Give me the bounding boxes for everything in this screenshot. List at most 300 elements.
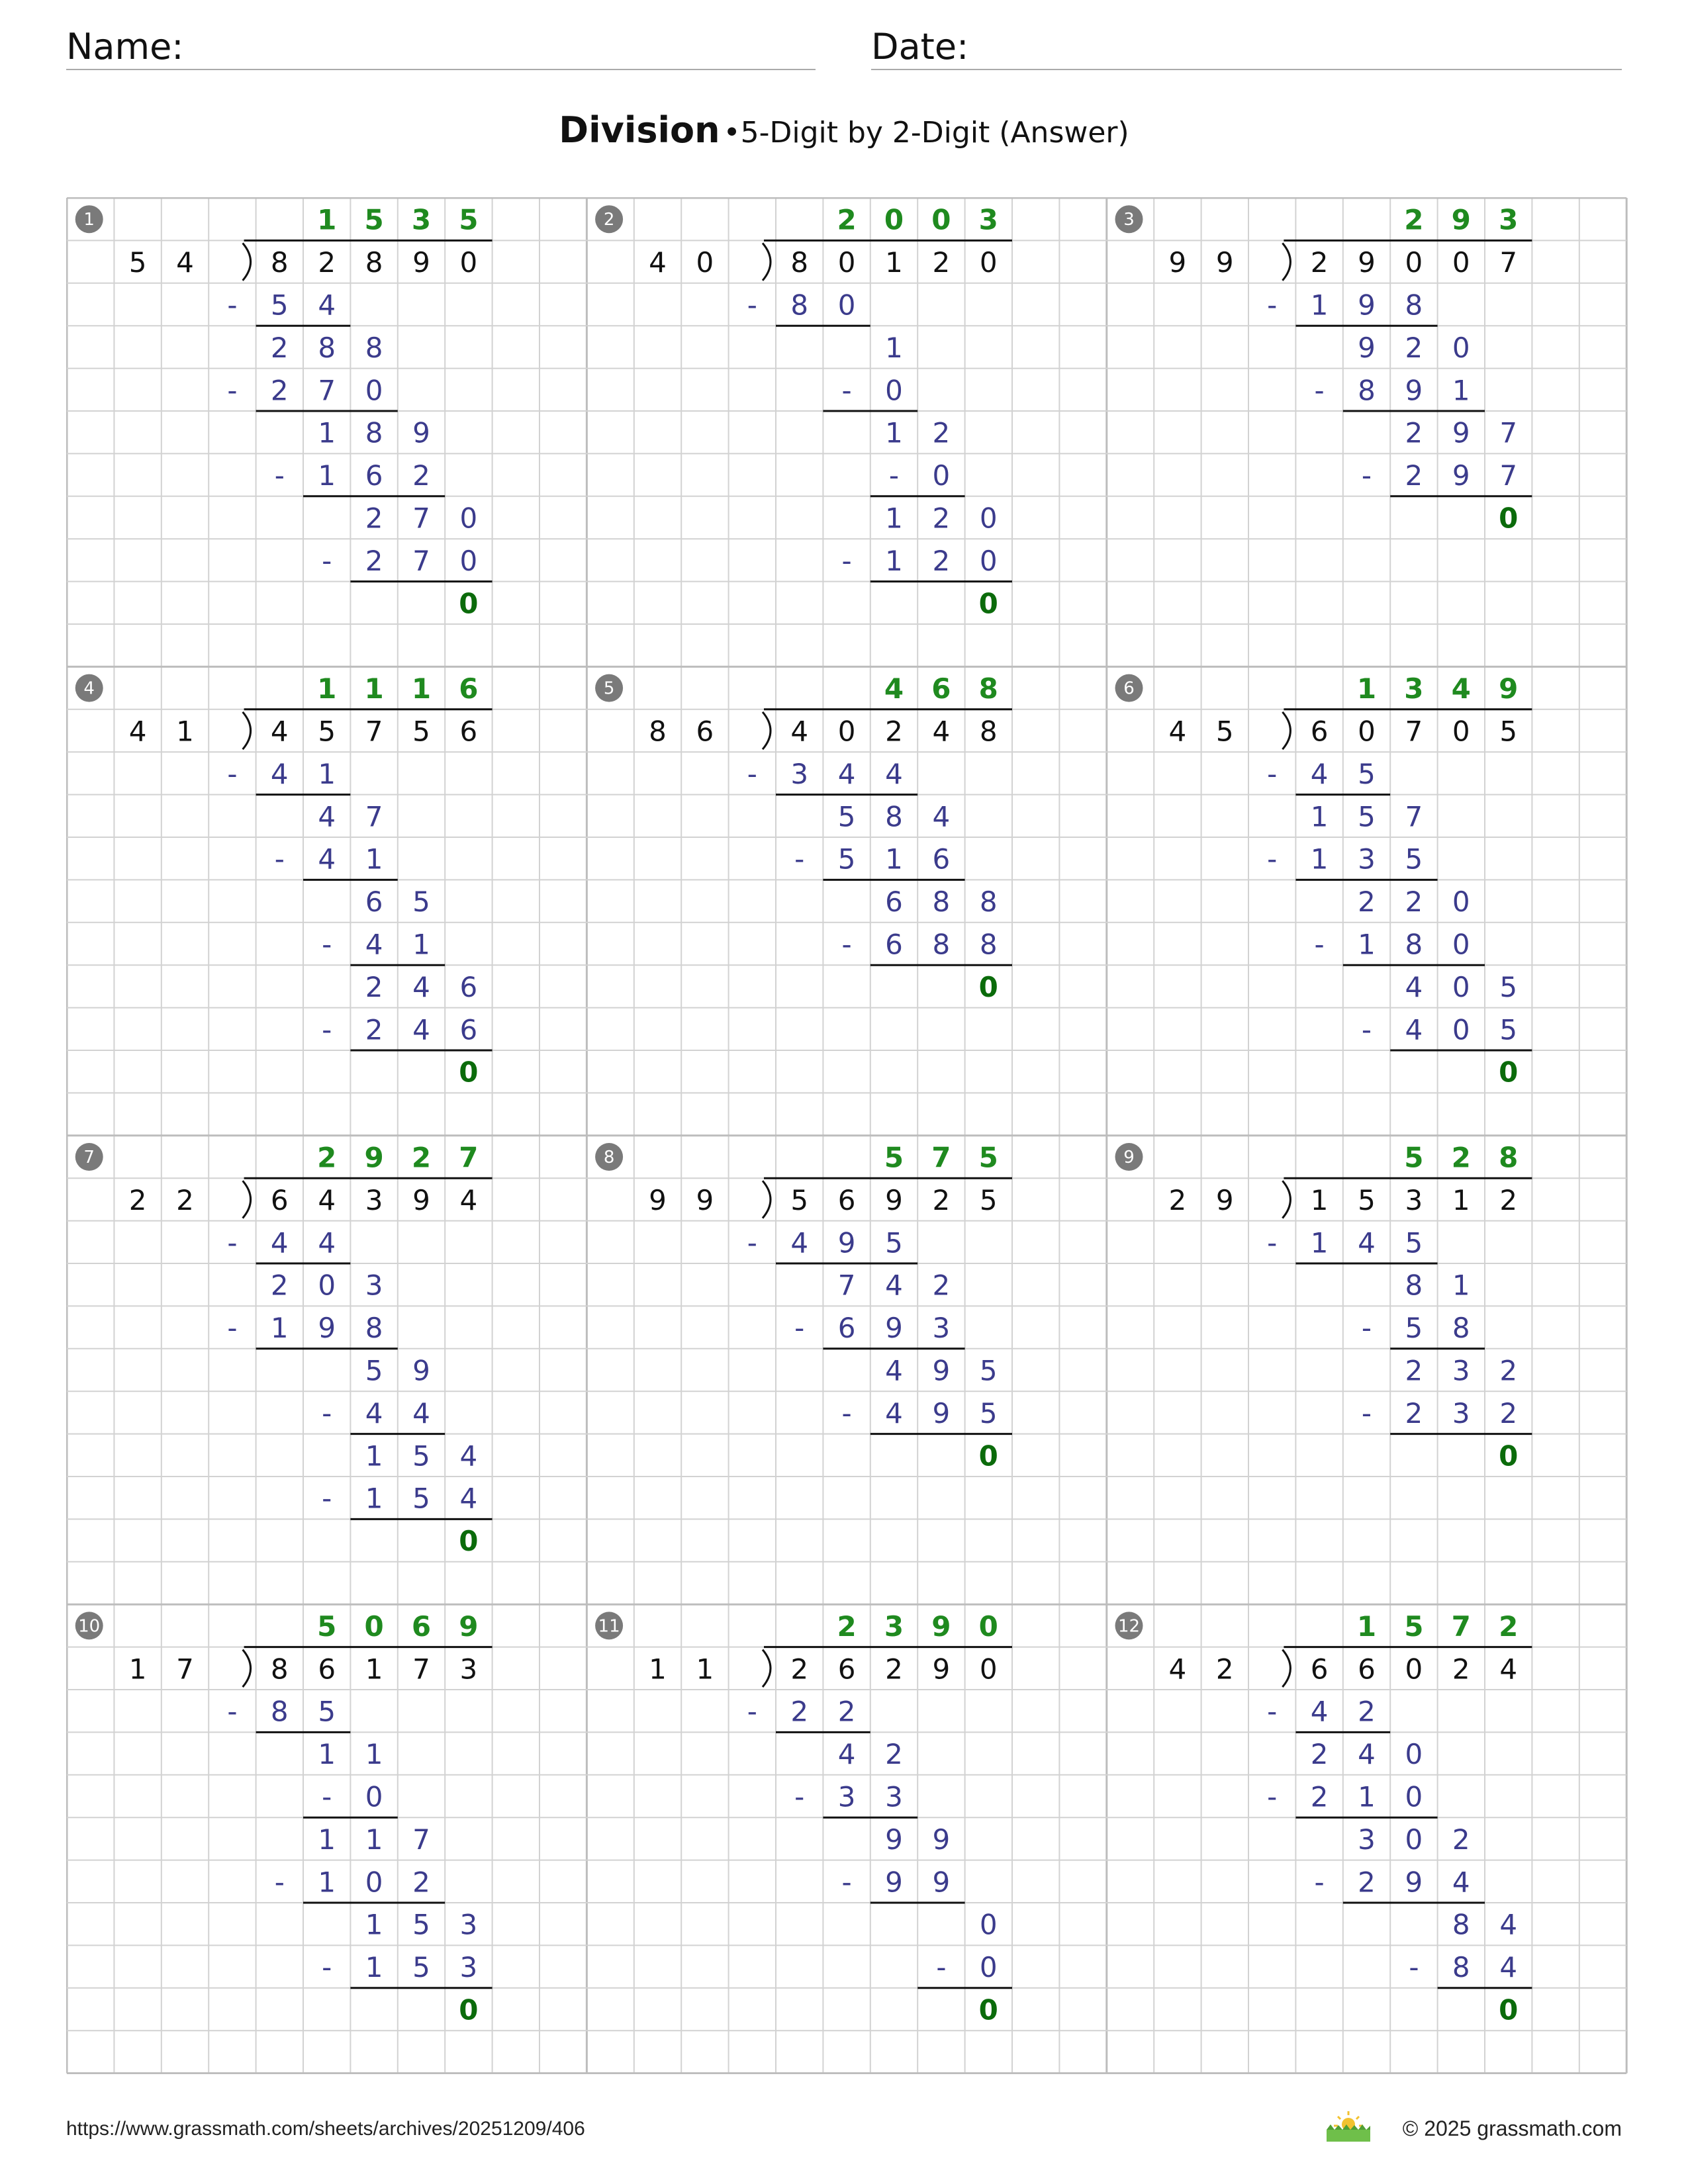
digit-text: 3 — [1404, 672, 1424, 705]
digit-text: 5 — [884, 1141, 904, 1174]
digit-text: 1 — [1310, 800, 1329, 833]
digit-text: 9 — [885, 1312, 903, 1345]
digit-text: 4 — [365, 1396, 383, 1430]
digit-text: 1 — [365, 1738, 383, 1771]
digit-text: 7 — [365, 800, 383, 833]
digit-text: 3 — [885, 1780, 903, 1813]
digit-text: 2 — [1405, 1354, 1423, 1387]
digit-text: 5 — [1215, 715, 1234, 748]
digit-text: 8 — [1358, 374, 1376, 407]
badge-number: 2 — [603, 210, 615, 230]
date-field[interactable] — [871, 25, 1622, 70]
digit-text: 1 — [318, 1866, 336, 1899]
digit-text: 0 — [978, 1993, 998, 2026]
digit-text: 4 — [885, 1354, 903, 1387]
digit-text: 6 — [459, 970, 478, 1003]
digit-text: 0 — [979, 1908, 998, 1941]
digit-text: 0 — [1452, 928, 1470, 961]
digit-text: 9 — [412, 1354, 430, 1387]
digit-text: 3 — [1358, 1823, 1376, 1856]
digit-text: - — [1267, 1780, 1278, 1813]
digit-text: 5 — [412, 1439, 430, 1473]
digit-text: 4 — [365, 928, 383, 961]
digit-text: 8 — [365, 416, 383, 449]
division-bracket — [1282, 712, 1290, 749]
digit-text: 8 — [649, 715, 667, 748]
digit-text: 9 — [932, 1354, 951, 1387]
digit-text: 2 — [1405, 1396, 1423, 1430]
digit-text: 2 — [1358, 1695, 1376, 1728]
digit-text: 6 — [459, 1013, 478, 1046]
digit-text: 1 — [1310, 1226, 1329, 1259]
digit-text: 5 — [1499, 970, 1518, 1003]
digit-text: 3 — [978, 203, 998, 236]
digit-text: 2 — [1404, 203, 1424, 236]
digit-text: 0 — [885, 374, 903, 407]
division-bracket — [1282, 1181, 1290, 1218]
digit-text: 8 — [1405, 928, 1423, 961]
digit-text: 6 — [270, 1183, 289, 1216]
digit-text: 2 — [1310, 1780, 1329, 1813]
digit-text: 1 — [364, 672, 384, 705]
digit-text: 1 — [885, 331, 903, 364]
digit-text: - — [227, 1695, 238, 1728]
page-title — [0, 107, 1688, 162]
digit-text: 0 — [364, 1610, 384, 1643]
digit-text: 4 — [885, 1396, 903, 1430]
digit-text: 3 — [790, 757, 809, 790]
digit-text: 5 — [1358, 1183, 1376, 1216]
digit-text: 8 — [1452, 1908, 1470, 1941]
footer-copyright: © 2025 grassmath.com — [1402, 2116, 1622, 2140]
digit-text: 8 — [1499, 1141, 1519, 1174]
digit-text: 1 — [649, 1653, 667, 1686]
badge-number: 11 — [598, 1616, 620, 1637]
digit-text: 4 — [1168, 1653, 1187, 1686]
problem-number-badge — [75, 205, 103, 233]
digit-text: 5 — [317, 1610, 337, 1643]
digit-text: 7 — [1499, 246, 1518, 279]
digit-text: 9 — [932, 1653, 951, 1686]
digit-text: 2 — [1452, 1653, 1470, 1686]
date-label: Date: — [871, 26, 969, 68]
digit-text: 1 — [885, 842, 903, 876]
digit-text: 8 — [318, 331, 336, 364]
digit-text: 3 — [1452, 1396, 1470, 1430]
digit-text: 6 — [931, 672, 951, 705]
digit-text: 5 — [318, 1695, 336, 1728]
digit-text: 5 — [978, 1141, 998, 1174]
digit-text: 3 — [459, 1951, 478, 1984]
digit-text: 9 — [932, 1396, 951, 1430]
digit-text: 4 — [1499, 1653, 1518, 1686]
digit-text: 5 — [364, 203, 384, 236]
digit-text: 2 — [365, 1013, 383, 1046]
digit-text: 2 — [270, 374, 289, 407]
digit-text: 0 — [1499, 1993, 1519, 2026]
name-label: Name: — [66, 26, 184, 68]
digit-text: 0 — [1452, 715, 1470, 748]
division-bracket — [1282, 1650, 1290, 1687]
digit-text: 3 — [884, 1610, 904, 1643]
digit-text: 2 — [790, 1695, 809, 1728]
digit-text: 2 — [318, 246, 336, 279]
digit-text: 5 — [1358, 800, 1376, 833]
digit-text: 6 — [837, 1653, 856, 1686]
digit-text: - — [841, 1396, 852, 1430]
digit-text: 2 — [1499, 1183, 1518, 1216]
digit-text: 7 — [412, 544, 430, 577]
digit-text: 1 — [885, 416, 903, 449]
digit-text: 3 — [411, 203, 432, 236]
digit-text: 0 — [1405, 1653, 1423, 1686]
digit-text: 9 — [412, 416, 430, 449]
name-field[interactable] — [66, 25, 816, 70]
digit-text: 6 — [1310, 715, 1329, 748]
digit-text: 2 — [365, 970, 383, 1003]
digit-text: 8 — [885, 800, 903, 833]
digit-text: - — [936, 1951, 947, 1984]
digit-text: 9 — [1358, 289, 1376, 322]
digit-text: 5 — [1405, 842, 1423, 876]
digit-text: - — [1361, 459, 1372, 492]
digit-text: - — [794, 1312, 805, 1345]
digit-text: 9 — [932, 1866, 951, 1899]
digit-text: - — [841, 374, 852, 407]
digit-text: 5 — [1358, 757, 1376, 790]
digit-text: 7 — [412, 502, 430, 535]
digit-text: 2 — [1405, 416, 1423, 449]
problem-number-badge — [1115, 1143, 1143, 1171]
digit-text: 0 — [459, 502, 478, 535]
digit-text: 8 — [365, 1312, 383, 1345]
digit-text: 3 — [1499, 203, 1519, 236]
digit-text: 9 — [1405, 1866, 1423, 1899]
digit-text: 9 — [1405, 374, 1423, 407]
digit-text: 7 — [1405, 715, 1423, 748]
digit-text: 0 — [837, 715, 856, 748]
digit-text: 0 — [318, 1269, 336, 1302]
digit-text: 4 — [270, 715, 289, 748]
problem-number-badge — [75, 1612, 103, 1639]
digit-text: 8 — [1405, 289, 1423, 322]
digit-text: 2 — [885, 715, 903, 748]
digit-text: 9 — [318, 1312, 336, 1345]
digit-text: 8 — [365, 331, 383, 364]
digit-text: 2 — [1499, 1354, 1518, 1387]
digit-text: 4 — [318, 289, 336, 322]
digit-text: 5 — [412, 715, 430, 748]
digit-text: - — [322, 1396, 332, 1430]
digit-text: 9 — [837, 1226, 856, 1259]
worksheet-grid — [66, 197, 1628, 2074]
digit-text: 2 — [1499, 1396, 1518, 1430]
digit-text: 4 — [885, 1269, 903, 1302]
digit-text: 6 — [837, 1183, 856, 1216]
digit-text: 1 — [270, 1312, 289, 1345]
digit-text: - — [274, 459, 285, 492]
digit-text: 2 — [411, 1141, 432, 1174]
digit-text: 1 — [1452, 374, 1470, 407]
digit-text: 1 — [365, 1823, 383, 1856]
digit-text: 4 — [318, 842, 336, 876]
footer-url[interactable]: https://www.grassmath.com/sheets/archives/20251209/406 — [66, 2118, 585, 2140]
badge-number: 12 — [1117, 1616, 1141, 1637]
digit-text: - — [227, 757, 238, 790]
digit-text: 4 — [412, 1013, 430, 1046]
digit-text: 2 — [1215, 1653, 1234, 1686]
digit-text: - — [794, 1780, 805, 1813]
digit-text: 4 — [270, 1226, 289, 1259]
problem-number-badge — [595, 674, 623, 702]
digit-text: 4 — [459, 1482, 478, 1515]
digit-text: 3 — [1452, 1354, 1470, 1387]
digit-text: 6 — [837, 1312, 856, 1345]
digit-text: 0 — [1452, 246, 1470, 279]
digit-text: 7 — [837, 1269, 856, 1302]
digit-text: 8 — [270, 246, 289, 279]
digit-text: 3 — [459, 1653, 478, 1686]
digit-text: 4 — [412, 970, 430, 1003]
digit-text: 4 — [885, 757, 903, 790]
digit-text: 0 — [1499, 1056, 1519, 1089]
digit-text: 2 — [365, 502, 383, 535]
digit-text: 1 — [318, 1823, 336, 1856]
digit-text: 0 — [979, 544, 998, 577]
digit-text: 6 — [459, 715, 478, 748]
digit-text: 1 — [318, 1738, 336, 1771]
digit-text: - — [1267, 1695, 1278, 1728]
digit-text: 6 — [885, 886, 903, 919]
division-bracket — [763, 712, 771, 749]
digit-text: 4 — [318, 800, 336, 833]
digit-text: 0 — [979, 1653, 998, 1686]
digit-text: 1 — [365, 1908, 383, 1941]
digit-text: - — [841, 928, 852, 961]
digit-text: 0 — [1499, 502, 1519, 535]
digit-text: 8 — [270, 1695, 289, 1728]
digit-text: - — [1314, 1866, 1325, 1899]
digit-text: 9 — [1215, 1183, 1234, 1216]
digit-text: 3 — [1358, 842, 1376, 876]
digit-text: 0 — [1452, 331, 1470, 364]
digit-text: 0 — [1405, 1780, 1423, 1813]
digit-text: 8 — [270, 1653, 289, 1686]
digit-text: 9 — [1499, 672, 1519, 705]
digit-text: - — [747, 1226, 757, 1259]
digit-text: 9 — [931, 1610, 951, 1643]
digit-text: 0 — [459, 246, 478, 279]
digit-text: 1 — [1310, 1183, 1329, 1216]
digit-text: 2 — [1405, 886, 1423, 919]
digit-text: 1 — [1452, 1183, 1470, 1216]
badge-number: 3 — [1123, 210, 1135, 230]
digit-text: 3 — [365, 1183, 383, 1216]
digit-text: 0 — [931, 203, 951, 236]
digit-text: 4 — [1405, 970, 1423, 1003]
digit-text: 3 — [459, 1908, 478, 1941]
digit-text: 1 — [885, 246, 903, 279]
digit-text: 8 — [1452, 1951, 1470, 1984]
digit-text: 1 — [365, 1482, 383, 1515]
digit-text: 1 — [317, 203, 337, 236]
digit-text: 0 — [459, 1993, 479, 2026]
badge-number: 5 — [603, 678, 615, 699]
digit-text: 4 — [649, 246, 667, 279]
digit-text: 4 — [128, 715, 147, 748]
digit-text: 8 — [978, 672, 998, 705]
digit-text: 3 — [837, 1780, 856, 1813]
digit-text: 5 — [979, 1396, 998, 1430]
problem-number-badge — [75, 674, 103, 702]
digit-text: 5 — [979, 1354, 998, 1387]
digit-text: 7 — [176, 1653, 194, 1686]
digit-text: 4 — [1358, 1226, 1376, 1259]
digit-text: 4 — [790, 1226, 809, 1259]
digit-text: - — [1267, 757, 1278, 790]
digit-text: 0 — [837, 289, 856, 322]
digit-text: 5 — [365, 1354, 383, 1387]
digit-text: 0 — [1358, 715, 1376, 748]
digit-text: 0 — [365, 1780, 383, 1813]
digit-text: 8 — [365, 246, 383, 279]
digit-text: 8 — [790, 289, 809, 322]
digit-text: 1 — [885, 502, 903, 535]
digit-text: - — [322, 1482, 332, 1515]
digit-text: 4 — [1452, 1866, 1470, 1899]
digit-text: 2 — [1405, 331, 1423, 364]
title-main: Division — [559, 109, 720, 151]
digit-text: 5 — [1405, 1312, 1423, 1345]
digit-text: 8 — [790, 246, 809, 279]
digit-text: 4 — [932, 800, 951, 833]
digit-text: - — [322, 928, 332, 961]
badge-number: 6 — [1123, 678, 1135, 699]
digit-text: 7 — [412, 1823, 430, 1856]
digit-text: 0 — [459, 1056, 479, 1089]
title-bullet: • — [723, 116, 741, 150]
digit-text: 6 — [696, 715, 714, 748]
digit-text: 2 — [176, 1183, 194, 1216]
digit-text: 2 — [837, 1610, 857, 1643]
digit-text: 6 — [365, 886, 383, 919]
digit-text: 0 — [979, 1951, 998, 1984]
digit-text: 1 — [412, 928, 430, 961]
digit-text: 9 — [1215, 246, 1234, 279]
digit-text: - — [1361, 1396, 1372, 1430]
digit-text: - — [794, 842, 805, 876]
digit-text: 4 — [459, 1439, 478, 1473]
digit-text: 2 — [412, 1866, 430, 1899]
digit-text: 2 — [932, 1183, 951, 1216]
digit-text: 4 — [318, 1226, 336, 1259]
digit-text: 4 — [1358, 1738, 1376, 1771]
digit-text: 0 — [884, 203, 904, 236]
digit-text: 9 — [412, 246, 430, 279]
digit-text: 2 — [932, 416, 951, 449]
digit-text: 9 — [649, 1183, 667, 1216]
digit-text: 1 — [1310, 842, 1329, 876]
digit-text: 9 — [1358, 246, 1376, 279]
digit-text: 5 — [1404, 1141, 1424, 1174]
digit-text: 2 — [885, 1653, 903, 1686]
digit-text: 8 — [979, 715, 998, 748]
digit-text: 0 — [1452, 970, 1470, 1003]
digit-text: - — [322, 1013, 332, 1046]
digit-text: 0 — [978, 1439, 998, 1473]
digit-text: 4 — [1405, 1013, 1423, 1046]
digit-text: 1 — [365, 1439, 383, 1473]
digit-text: 2 — [270, 1269, 289, 1302]
digit-text: - — [1314, 374, 1325, 407]
digit-text: 5 — [412, 886, 430, 919]
digit-text: 0 — [696, 246, 714, 279]
digit-text: 2 — [885, 1738, 903, 1771]
digit-text: 3 — [932, 1312, 951, 1345]
badge-number: 4 — [83, 678, 95, 699]
digit-text: 5 — [128, 246, 147, 279]
digit-text: 0 — [459, 587, 479, 620]
grass-sun-logo-icon — [1325, 2109, 1372, 2143]
badge-number: 8 — [603, 1148, 615, 1167]
digit-text: 2 — [1499, 1610, 1519, 1643]
digit-text: 4 — [1499, 1951, 1518, 1984]
digit-text: 4 — [412, 1396, 430, 1430]
digit-text: 4 — [1451, 672, 1471, 705]
digit-text: 7 — [931, 1141, 951, 1174]
digit-text: - — [1361, 1013, 1372, 1046]
digit-text: 6 — [459, 672, 479, 705]
digit-text: 4 — [176, 246, 194, 279]
digit-text: 0 — [1452, 886, 1470, 919]
digit-text: - — [227, 374, 238, 407]
digit-text: 9 — [1168, 246, 1187, 279]
digit-text: 2 — [1310, 1738, 1329, 1771]
digit-text: - — [841, 544, 852, 577]
digit-text: 6 — [885, 928, 903, 961]
digit-text: 2 — [932, 544, 951, 577]
digit-text: 4 — [837, 1738, 856, 1771]
digit-text: 9 — [459, 1610, 479, 1643]
digit-text: 2 — [837, 1695, 856, 1728]
digit-text: 5 — [270, 289, 289, 322]
digit-text: - — [1314, 928, 1325, 961]
problem-number-badge — [75, 1143, 103, 1171]
digit-text: 8 — [979, 928, 998, 961]
digit-text: 7 — [459, 1141, 479, 1174]
digit-text: - — [322, 544, 332, 577]
digit-text: - — [274, 842, 285, 876]
digit-text: 1 — [176, 715, 194, 748]
digit-text: 2 — [1168, 1183, 1187, 1216]
digit-text: 7 — [1451, 1610, 1471, 1643]
digit-text: 9 — [932, 1823, 951, 1856]
problem-number-badge — [595, 1143, 623, 1171]
digit-text: 1 — [365, 1653, 383, 1686]
digit-text: 9 — [1451, 203, 1471, 236]
division-bracket — [243, 243, 251, 280]
digit-text: - — [1361, 1312, 1372, 1345]
badge-number: 1 — [83, 210, 95, 230]
digit-text: 1 — [1452, 1269, 1470, 1302]
digit-text: 7 — [1499, 459, 1518, 492]
digit-text: 1 — [1356, 672, 1377, 705]
digit-text: 4 — [459, 1183, 478, 1216]
digit-text: 1 — [1356, 1610, 1377, 1643]
digit-text: 4 — [318, 1183, 336, 1216]
digit-text: 2 — [1451, 1141, 1471, 1174]
digit-text: 1 — [128, 1653, 147, 1686]
